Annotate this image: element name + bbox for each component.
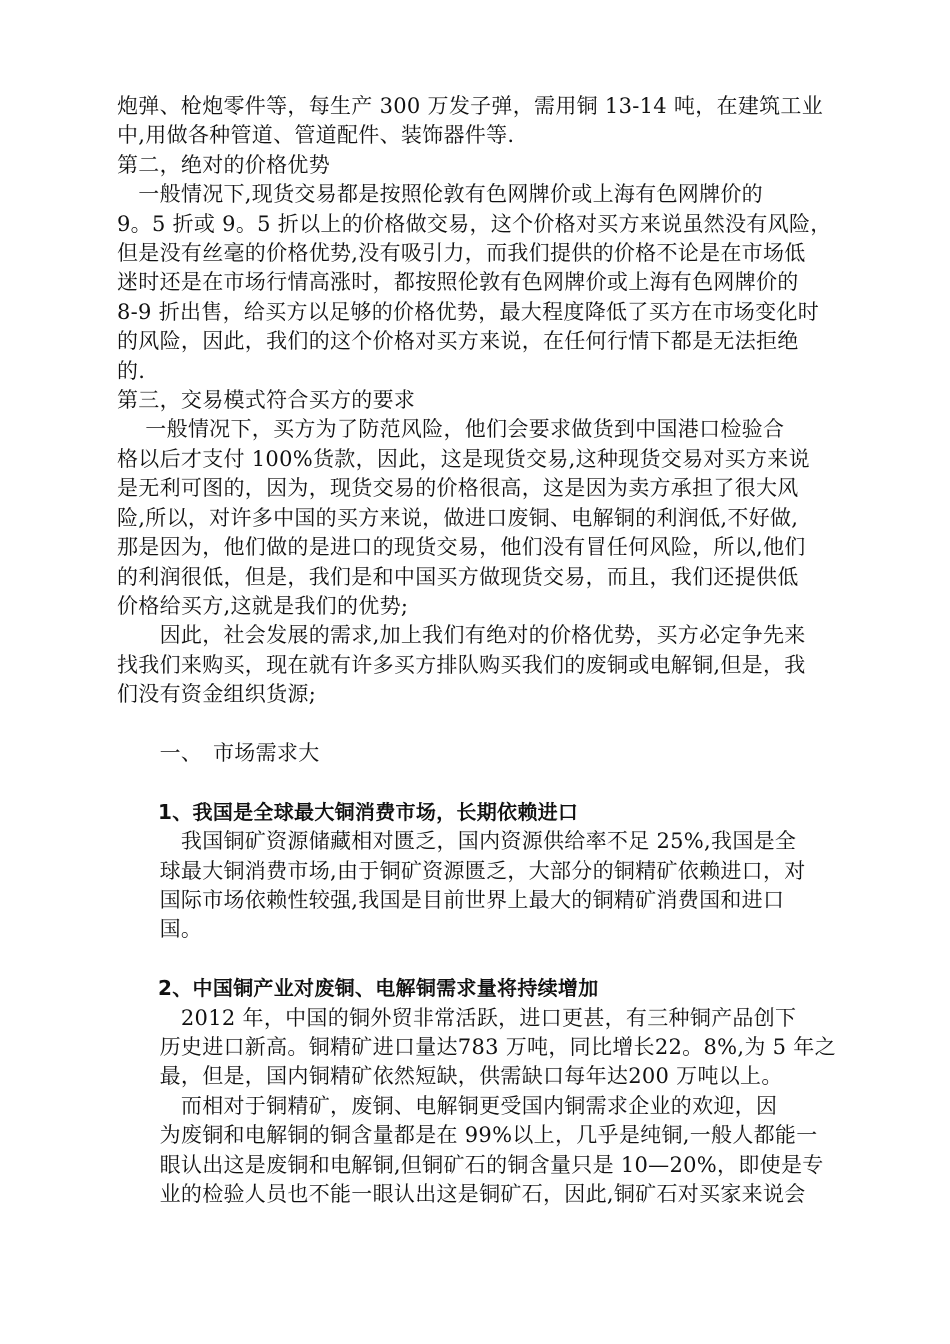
- text-line: 险,所以，对许多中国的买方来说，做进口废铜、电解铜的利润低,不好做,: [117, 505, 799, 530]
- subsection-1: [117, 798, 850, 945]
- subsection-2: [117, 974, 850, 1209]
- text-line: 国。: [117, 917, 203, 942]
- text-line: 的利润很低，但是，我们是和中国买方做现货交易，而且，我们还提供低: [117, 564, 799, 589]
- text-line: 那是因为，他们做的是进口的现货交易，他们没有冒任何风险，所以,他们: [117, 535, 806, 560]
- text-line: 中,用做各种管道、管道配件、装饰器件等.: [117, 123, 515, 148]
- text-line: 2012 年，中国的铜外贸非常活跃，进口更甚，有三种铜产品创下: [117, 1005, 797, 1030]
- text-line: 历史进口新高。铜精矿进口量达783 万吨，同比增长22。8%,为 5 年之: [117, 1034, 836, 1059]
- subheading-trade-mode: 第三，交易模式符合买方的要求: [117, 388, 416, 413]
- text-line: 是无利可图的，因为，现货交易的价格很高，这是因为卖方承担了很大风: [117, 476, 799, 501]
- text-line: 业的检验人员也不能一眼认出这是铜矿石，因此,铜矿石对买家来说会: [117, 1181, 806, 1206]
- text-line: 格以后才支付 100%货款，因此，这是现货交易,这种现货交易对买方来说: [117, 446, 810, 471]
- text-line: 价格给买方,这就是我们的优势;: [117, 593, 409, 618]
- text-line: 而相对于铜精矿，废铜、电解铜更受国内铜需求企业的欢迎，因: [117, 1093, 778, 1118]
- text-line: 迷时还是在市场行情高涨时，都按照伦敦有色网牌价或上海有色网牌价的: [117, 270, 799, 295]
- text-line: 最，但是，国内铜精矿依然短缺，供需缺口每年达200 万吨以上。: [117, 1064, 783, 1089]
- text-line: 9。5 折或 9。5 折以上的价格做交易，这个价格对买方来说虽然没有风险，: [117, 211, 832, 236]
- text-line: 炮弹、枪炮零件等，每生产 300 万发子弹，需用铜 13-14 吨，在建筑工业: [117, 94, 824, 118]
- text-line: 的风险，因此，我们的这个价格对买方来说，在任何行情下都是无法拒绝: [117, 329, 799, 354]
- text-line: 球最大铜消费市场,由于铜矿资源匮乏，大部分的铜精矿依赖进口，对: [117, 858, 806, 883]
- subsection-2-title: 2、中国铜产业对废铜、电解铜需求量将持续增加: [158, 976, 599, 1001]
- text-line: 找我们来购买，现在就有许多买方排队购买我们的废铜或电解铜,但是，我: [117, 652, 806, 677]
- text-line: 一般情况下，买方为了防范风险，他们会要求做货到中国港口检验合: [117, 417, 785, 442]
- section-heading-market-demand: 一、 市场需求大: [117, 740, 320, 765]
- text-line: 但是没有丝毫的价格优势,没有吸引力，而我们提供的价格不论是在市场低: [117, 241, 806, 266]
- text-line: 为废铜和电解铜的铜含量都是在 99%以上，几乎是纯铜,一般人都能一: [117, 1123, 818, 1148]
- paragraph-block-1: [117, 92, 850, 710]
- text-line: 的.: [117, 358, 146, 383]
- text-line: 我国铜矿资源储藏相对匮乏，国内资源供给率不足 25%,我国是全: [117, 829, 797, 854]
- subsection-1-title: 1、我国是全球最大铜消费市场，长期依赖进口: [158, 799, 579, 824]
- text-line: 8-9 折出售，给买方以足够的价格优势，最大程度降低了买方在市场变化时: [117, 299, 819, 324]
- subheading-price-advantage: 第二，绝对的价格优势: [117, 152, 330, 177]
- text-line: 眼认出这是废铜和电解铜,但铜矿石的铜含量只是 10—20%，即使是专: [117, 1152, 824, 1177]
- text-line: 因此，社会发展的需求,加上我们有绝对的价格优势，买方必定争先来: [117, 623, 806, 648]
- text-line: 们没有资金组织货源;: [117, 682, 317, 707]
- text-line: 国际市场依赖性较强,我国是目前世界上最大的铜精矿消费国和进口: [117, 887, 785, 912]
- text-line: 一般情况下,现货交易都是按照伦敦有色网牌价或上海有色网牌价的: [117, 182, 763, 207]
